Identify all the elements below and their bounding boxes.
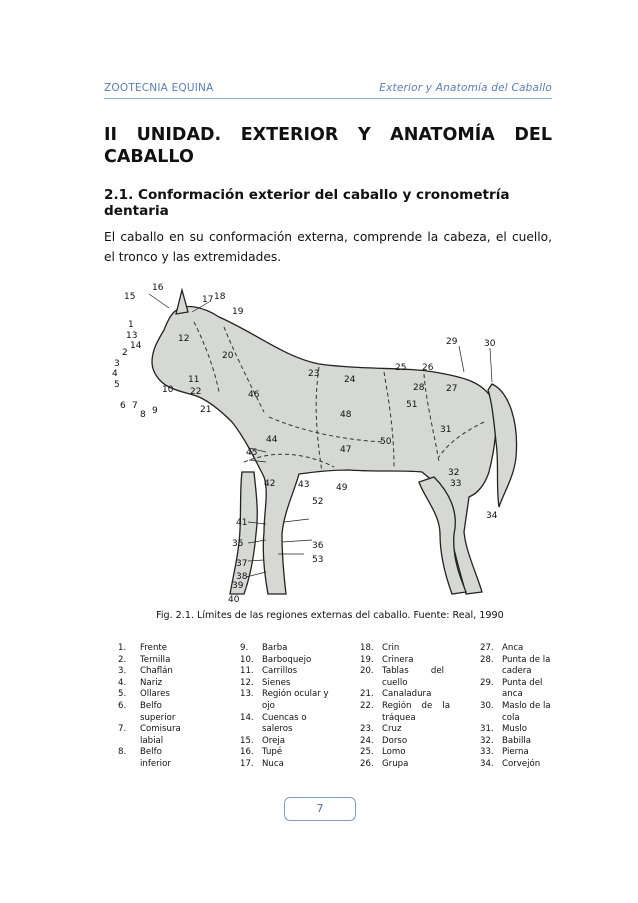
legend-item: 15. Oreja (240, 735, 286, 746)
region-label: 14 (130, 341, 142, 351)
legend-item: 22. Región de la tráquea (360, 700, 450, 723)
unit-word: ANATOMÍA (390, 125, 495, 145)
legend-item: 25. Lomo (360, 747, 406, 758)
legend-item: 30. Maslo de la cola (480, 700, 551, 723)
legend-item: 29. Punta del anca (480, 677, 543, 700)
region-label: 48 (340, 410, 352, 420)
legend-item: 11. Carrillos (240, 666, 298, 677)
region-label: 22 (190, 387, 202, 397)
unit-word: II (104, 125, 118, 145)
region-label: 10 (162, 385, 174, 395)
running-header (104, 82, 552, 99)
region-label: 39 (232, 581, 244, 591)
unit-word: EXTERIOR (240, 125, 339, 145)
region-label: 1 (128, 320, 134, 330)
region-label: 2 (122, 348, 128, 358)
region-label: 51 (406, 400, 418, 410)
region-label: 4 (112, 369, 118, 379)
region-label: 50 (380, 437, 392, 447)
region-label: 37 (236, 559, 248, 569)
region-label: 26 (422, 363, 434, 373)
legend-item: 7. Comisura labial (118, 724, 181, 746)
legend-item: 8. Belfo inferior (118, 747, 171, 769)
region-label: 53 (312, 555, 324, 565)
legend-item: 3. Chaflán (118, 666, 173, 677)
region-label: 11 (188, 375, 200, 385)
figure-caption: Fig. 2.1. Límites de las regiones externas del caballo. Fuente: Real, 1990 (156, 610, 504, 621)
region-label: 5 (114, 380, 120, 390)
region-label: 40 (228, 595, 240, 605)
region-label: 36 (312, 541, 324, 551)
region-label: 25 (395, 363, 407, 373)
region-label: 31 (440, 425, 452, 435)
legend-column (118, 643, 224, 771)
region-label: 49 (336, 483, 348, 493)
page-number: 7 (284, 797, 356, 821)
legend-column (240, 643, 342, 771)
legend-item: 5. Ollares (118, 689, 170, 700)
region-label: 30 (484, 339, 496, 349)
legend-item: 4. Nariz (118, 677, 163, 688)
region-label: 42 (264, 479, 276, 489)
region-label: 38 (236, 572, 248, 582)
region-label: 46 (248, 390, 260, 400)
legend-item: 31. Muslo (480, 724, 527, 735)
region-label: 9 (152, 406, 158, 416)
region-label: 8 (140, 410, 146, 420)
legend-item: 14. Cuencas o saleros (240, 712, 307, 735)
legend-item: 27. Anca (480, 643, 524, 653)
legend-item: 28. Punta de la cadera (480, 654, 551, 677)
region-label: 44 (266, 435, 278, 445)
header-course: ZOOTECNIA EQUINA (104, 82, 214, 94)
unit-title-line2: CABALLO (104, 147, 194, 167)
header-chapter: Exterior y Anatomía del Caballo (379, 82, 552, 94)
legend-item: 9. Barba (240, 643, 288, 653)
region-label: 3 (114, 359, 120, 369)
region-label: 15 (124, 292, 136, 302)
legend-item: 23. Cruz (360, 724, 402, 735)
region-label: 18 (214, 292, 226, 302)
region-label: 27 (446, 384, 458, 394)
horse-diagram (104, 272, 544, 607)
region-label: 20 (222, 351, 234, 361)
region-label: 43 (298, 480, 310, 490)
legend-item: 21. Canaladura (360, 689, 432, 700)
legend-column (360, 643, 458, 771)
legend-item: 34. Corvejón (480, 758, 541, 769)
legend-item: 19. Crinera (360, 654, 414, 665)
legend-item: 12. Sienes (240, 677, 291, 688)
unit-word: UNIDAD. (136, 125, 222, 145)
horse-ear (176, 290, 188, 314)
legend-item: 1. Frente (118, 643, 168, 653)
region-label: 28 (413, 383, 425, 393)
region-label: 19 (232, 307, 244, 317)
region-label: 17 (202, 295, 214, 305)
legend-item: 26. Grupa (360, 758, 409, 769)
horse-figure (104, 272, 544, 607)
legend-item: 20. Tablas del cuello (360, 666, 444, 688)
region-label: 13 (126, 331, 138, 341)
region-label: 47 (340, 445, 352, 455)
region-label: 34 (486, 511, 498, 521)
region-label: 33 (450, 479, 462, 489)
legend-item: 33. Pierna (480, 747, 529, 758)
legend-item: 16. Tupé (240, 747, 283, 758)
legend-item: 10. Barboquejo (240, 654, 312, 665)
region-label: 32 (448, 468, 460, 478)
region-label: 12 (178, 334, 190, 344)
region-label: 21 (200, 405, 212, 415)
region-label: 16 (152, 283, 164, 293)
region-label: 41 (236, 518, 248, 528)
unit-word: DEL (514, 125, 552, 145)
section-title: 2.1. Conformación exterior del caballo y cronometría dentaria (104, 187, 510, 219)
legend-item: 2. Ternilla (118, 654, 171, 665)
region-label: 52 (312, 497, 324, 507)
region-label: 24 (344, 375, 356, 385)
region-label: 29 (446, 337, 458, 347)
region-label: 7 (132, 401, 138, 411)
unit-title (104, 124, 552, 168)
legend-item: 6. Belfo superior (118, 700, 176, 723)
region-label: 23 (308, 369, 320, 379)
legend-item: 17. Nuca (240, 758, 284, 769)
legend-item: 24. Dorso (360, 735, 408, 746)
region-label: 35 (232, 539, 244, 549)
body-paragraph: El caballo en su conformación externa, comprende la cabeza, el cuello, el tronco y las extremidades. (104, 230, 552, 264)
region-label: 45 (246, 448, 258, 458)
legend-column (480, 643, 564, 771)
legend-item: 13. Región ocular y ojo (240, 689, 329, 711)
unit-word: Y (357, 125, 371, 145)
region-label: 6 (120, 401, 126, 411)
legend-item: 32. Babilla (480, 735, 532, 746)
legend-item: 18. Crin (360, 643, 400, 653)
